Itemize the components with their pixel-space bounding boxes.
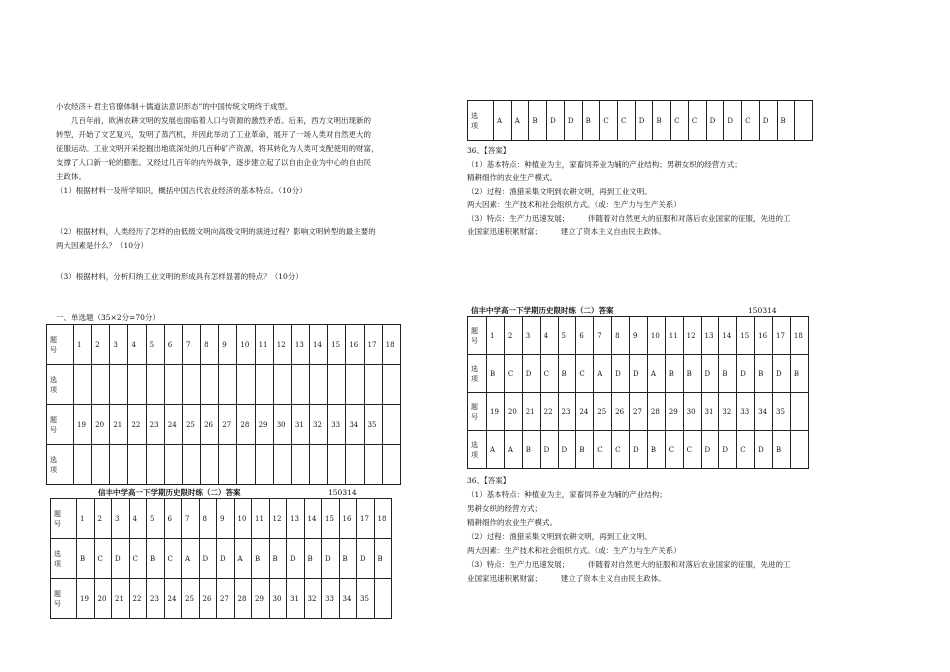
table-cell <box>790 393 808 431</box>
table-cell: B <box>576 431 594 469</box>
passage-line: 几百年前，欧洲农耕文明的发展也面临着人口与资源的激烈矛盾。后来，西方文明出现新的 <box>56 116 371 125</box>
table-cell: 8 <box>201 325 219 365</box>
table-cell: B <box>77 539 95 579</box>
table-cell: 4 <box>129 499 147 539</box>
table-cell <box>382 445 400 485</box>
table-cell: 10 <box>237 325 255 365</box>
question-1: （1）根据材料一及所学知识，概括中国古代农业经济的基本特点。（10分） <box>56 186 307 195</box>
table-cell: 35 <box>357 579 375 619</box>
table-cell <box>219 445 237 485</box>
table-cell: C <box>618 101 636 141</box>
table-cell: D <box>547 101 565 141</box>
table-cell: 18 <box>382 325 400 365</box>
table-cell: 27 <box>630 393 648 431</box>
row-label: 题 号 <box>47 325 74 365</box>
table-cell: 7 <box>182 499 200 539</box>
table-cell <box>364 365 382 405</box>
table-cell: 17 <box>357 499 375 539</box>
table-cell: C <box>742 101 760 141</box>
table-cell: 32 <box>304 579 322 619</box>
answer-line: 两大因素：生产技术和社会组织方式。（或：生产力与生产关系） <box>467 200 681 209</box>
table-cell: B <box>647 431 665 469</box>
table-cell <box>346 365 364 405</box>
table-cell: D <box>199 539 217 579</box>
table-cell: D <box>706 101 724 141</box>
table-cell: B <box>339 539 357 579</box>
table-cell: B <box>269 539 287 579</box>
table-cell: 11 <box>665 317 683 355</box>
table-cell <box>237 445 255 485</box>
table-cell: 20 <box>504 393 522 431</box>
table-cell: 17 <box>364 325 382 365</box>
table-cell: 22 <box>129 579 147 619</box>
table-cell <box>164 445 182 485</box>
table-cell: 16 <box>346 325 364 365</box>
table-cell <box>164 365 182 405</box>
table-row <box>51 539 392 579</box>
table-cell: 16 <box>339 499 357 539</box>
table-cell: 5 <box>146 325 164 365</box>
table-cell <box>74 365 92 405</box>
table-cell: 1 <box>77 499 95 539</box>
row-label: 选 项 <box>47 445 74 485</box>
table-cell: 15 <box>322 499 340 539</box>
table-cell: A <box>504 431 522 469</box>
table-cell: 29 <box>665 393 683 431</box>
table-cell <box>237 365 255 405</box>
table-cell: D <box>522 355 540 393</box>
row-label: 题 号 <box>51 579 77 619</box>
table-cell <box>92 365 110 405</box>
table-cell: 2 <box>504 317 522 355</box>
table-cell: D <box>558 431 576 469</box>
row-label: 选 项 <box>468 355 487 393</box>
table-cell: 1 <box>74 325 92 365</box>
table-cell: 19 <box>77 579 95 619</box>
answer-line: 36、【答案】 <box>467 146 511 155</box>
table-cell: B <box>529 101 547 141</box>
table-cell: C <box>594 431 612 469</box>
table-cell: C <box>612 431 630 469</box>
table-cell: B <box>374 539 392 579</box>
table-cell: 30 <box>269 579 287 619</box>
table-cell <box>291 365 309 405</box>
table-cell: 17 <box>773 317 791 355</box>
table-cell: 4 <box>540 317 558 355</box>
table-cell: 9 <box>219 325 237 365</box>
table-cell: 34 <box>755 393 773 431</box>
answer-line: （2）过程：渔猎采集文明到农耕文明，再到工业文明。 <box>467 187 652 196</box>
table-cell: B <box>719 355 737 393</box>
table-row <box>468 393 809 431</box>
table-cell: D <box>217 539 235 579</box>
table-cell: A <box>182 539 200 579</box>
table-cell: A <box>487 431 505 469</box>
row-label: 题 号 <box>47 405 74 445</box>
table-cell: D <box>287 539 305 579</box>
table-cell: D <box>564 101 582 141</box>
table-row <box>468 431 809 469</box>
answer-code: 150314 <box>748 306 777 315</box>
table-cell: 3 <box>522 317 540 355</box>
answer-line: 两大因素：生产技术和社会组织方式。（或：生产力与生产关系） <box>467 546 681 555</box>
table-cell: 24 <box>576 393 594 431</box>
table-row <box>468 317 809 355</box>
answer-line: （3）特点：生产力迅速发展； 伴随着对自然更大的征服和对落后农业国家的征服，先进的工 <box>467 214 791 223</box>
table-cell: 14 <box>719 317 737 355</box>
table-cell: 34 <box>346 405 364 445</box>
table-cell: D <box>112 539 130 579</box>
table-cell: 21 <box>522 393 540 431</box>
table-cell <box>346 445 364 485</box>
row-label: 题 号 <box>468 317 487 355</box>
answer-line: （2）过程：渔猎采集文明到农耕文明，再到工业文明。 <box>467 532 652 541</box>
table-cell: B <box>683 355 701 393</box>
table-cell: 13 <box>287 499 305 539</box>
table-cell: C <box>540 355 558 393</box>
table-cell: C <box>164 539 182 579</box>
table-cell: 14 <box>310 325 328 365</box>
table-cell: 35 <box>773 393 791 431</box>
table-cell <box>310 365 328 405</box>
table-cell <box>255 365 273 405</box>
table-cell: A <box>647 355 665 393</box>
table-cell: 35 <box>364 405 382 445</box>
table-cell: 34 <box>339 579 357 619</box>
table-cell: 22 <box>128 405 146 445</box>
table-cell: 33 <box>328 405 346 445</box>
table-cell: C <box>737 431 755 469</box>
table-cell: 20 <box>92 405 110 445</box>
table-row <box>47 405 401 445</box>
table-cell: D <box>630 355 648 393</box>
answer-line: 业国家迅速积累财富； 建立了资本主义自由民主政体。 <box>467 227 666 236</box>
table-cell: 4 <box>128 325 146 365</box>
table-cell: 18 <box>374 499 392 539</box>
table-cell: 12 <box>683 317 701 355</box>
table-cell: 23 <box>147 579 165 619</box>
answer-key-table <box>467 316 809 469</box>
table-cell: B <box>777 101 795 141</box>
table-cell: 3 <box>112 499 130 539</box>
table-cell: 30 <box>273 405 291 445</box>
table-cell: 32 <box>719 393 737 431</box>
table-cell: 25 <box>182 579 200 619</box>
table-cell <box>374 579 392 619</box>
table-cell: 12 <box>273 325 291 365</box>
table-cell: 15 <box>328 325 346 365</box>
table-cell: 2 <box>94 499 112 539</box>
answer-line: （1）基本特点：种植业为主，家畜饲养业为辅的产业结构；男耕女织的经营方式； <box>467 160 742 169</box>
answer-sheet-table <box>46 324 401 485</box>
table-cell: 26 <box>201 405 219 445</box>
table-cell: 20 <box>94 579 112 619</box>
table-cell: 16 <box>755 317 773 355</box>
table-cell: 33 <box>737 393 755 431</box>
table-cell: D <box>357 539 375 579</box>
passage-line: 征服运动。工业文明开采挖掘出地底深处的几百种矿产资源，将其转化为人类可支配使用的财富， <box>56 144 379 153</box>
table-cell: B <box>558 355 576 393</box>
table-cell <box>364 445 382 485</box>
passage-line: 转型，开始了文艺复兴，发明了蒸汽机，并因此举动了工业革命，展开了一场人类对自然更大的 <box>56 130 371 139</box>
passage-line: 小农经济＋君主官僚体制＋儒道法意识形态”的中国传统文明终于成型。 <box>56 102 293 111</box>
table-cell <box>273 365 291 405</box>
table-cell <box>328 445 346 485</box>
table-cell <box>146 445 164 485</box>
table-cell: 19 <box>487 393 505 431</box>
table-cell: C <box>576 355 594 393</box>
table-cell: 13 <box>701 317 719 355</box>
table-cell <box>795 101 813 141</box>
table-cell: 28 <box>647 393 665 431</box>
answer-line: 业国家迅速积累财富； 建立了资本主义自由民主政体。 <box>467 574 666 583</box>
table-cell <box>201 445 219 485</box>
answer-key-table <box>50 498 392 619</box>
table-cell: 8 <box>199 499 217 539</box>
table-cell: D <box>701 355 719 393</box>
table-cell <box>182 445 200 485</box>
table-cell: A <box>234 539 252 579</box>
table-cell: 28 <box>237 405 255 445</box>
table-cell: A <box>494 101 512 141</box>
table-cell: 31 <box>287 579 305 619</box>
row-label: 选 项 <box>468 431 487 469</box>
table-cell: 2 <box>92 325 110 365</box>
table-cell <box>201 365 219 405</box>
table-cell: 11 <box>252 499 270 539</box>
row-label: 选 项 <box>51 539 77 579</box>
table-cell: C <box>600 101 618 141</box>
table-cell: 11 <box>255 325 273 365</box>
table-cell: B <box>304 539 322 579</box>
passage-line: 主政体。 <box>56 172 86 181</box>
table-cell: 26 <box>612 393 630 431</box>
table-cell: 32 <box>310 405 328 445</box>
table-cell: C <box>688 101 706 141</box>
question-2-line: 两大因素是什么？（10分） <box>56 241 149 250</box>
table-cell: B <box>665 355 683 393</box>
table-cell: B <box>487 355 505 393</box>
table-cell: C <box>671 101 689 141</box>
table-cell <box>74 445 92 485</box>
table-cell: 9 <box>630 317 648 355</box>
table-cell: 27 <box>217 579 235 619</box>
table-cell: 27 <box>219 405 237 445</box>
table-cell: 22 <box>540 393 558 431</box>
table-cell: 21 <box>110 405 128 445</box>
table-cell: D <box>540 431 558 469</box>
table-cell: D <box>773 355 791 393</box>
table-cell: D <box>719 431 737 469</box>
table-cell <box>219 365 237 405</box>
table-cell: C <box>683 431 701 469</box>
answer-title: 信丰中学高一下学期历史限时练（二）答案 <box>471 306 614 315</box>
table-cell: 6 <box>164 499 182 539</box>
table-cell: 7 <box>594 317 612 355</box>
table-cell: C <box>504 355 522 393</box>
table-cell: D <box>724 101 742 141</box>
table-cell <box>382 365 400 405</box>
table-cell: 30 <box>683 393 701 431</box>
answer-line: 36、【答案】 <box>467 476 511 485</box>
passage-line: 支撑了人口新一轮的膨胀。又经过几百年的内外战争，逐步建立起了以自由企业为中心的自由民 <box>56 158 371 167</box>
row-label: 题 号 <box>468 393 487 431</box>
table-cell: D <box>759 101 777 141</box>
question-2-line: （2）根据材料，人类经历了怎样的由低级文明向高级文明的演进过程？影响文明转型的最主要的 <box>56 227 376 236</box>
table-cell: 28 <box>234 579 252 619</box>
answer-key-table-top <box>467 100 813 141</box>
answer-title: 信丰中学高一下学期历史限时练（二）答案 <box>98 488 241 497</box>
table-cell <box>110 445 128 485</box>
table-cell: A <box>511 101 529 141</box>
table-cell: C <box>665 431 683 469</box>
table-cell: 33 <box>322 579 340 619</box>
table-cell: 31 <box>701 393 719 431</box>
table-cell <box>128 365 146 405</box>
table-cell <box>790 431 808 469</box>
table-cell <box>92 445 110 485</box>
table-cell: C <box>129 539 147 579</box>
table-row <box>51 579 392 619</box>
table-cell: 13 <box>291 325 309 365</box>
table-cell: D <box>612 355 630 393</box>
table-cell: D <box>635 101 653 141</box>
question-3: （3）根据材料，分析归纳工业文明的形成具有怎样显著的特点？（10分） <box>56 272 303 281</box>
table-cell <box>128 445 146 485</box>
table-cell: C <box>94 539 112 579</box>
table-cell: B <box>755 355 773 393</box>
table-cell: 14 <box>304 499 322 539</box>
table-cell: 6 <box>164 325 182 365</box>
table-cell: 19 <box>74 405 92 445</box>
table-cell: D <box>701 431 719 469</box>
section-title: 一、单选题（35×2分=70分） <box>56 313 160 322</box>
table-cell: B <box>582 101 600 141</box>
table-cell: 18 <box>790 317 808 355</box>
table-cell: 10 <box>647 317 665 355</box>
table-cell: 15 <box>737 317 755 355</box>
row-label: 题 号 <box>51 499 77 539</box>
answer-line: 精耕细作的农业生产模式。 <box>467 518 557 527</box>
table-row <box>47 325 401 365</box>
table-cell: D <box>322 539 340 579</box>
table-cell: 29 <box>255 405 273 445</box>
table-cell: 24 <box>164 579 182 619</box>
row-label: 选 项 <box>47 365 74 405</box>
table-cell <box>255 445 273 485</box>
table-cell: D <box>630 431 648 469</box>
table-cell: 9 <box>217 499 235 539</box>
table-cell: 23 <box>146 405 164 445</box>
table-cell: 12 <box>269 499 287 539</box>
answer-line: （1）基本特点：种植业为主，家畜饲养业为辅的产业结构； <box>467 490 667 499</box>
table-cell: 1 <box>487 317 505 355</box>
table-cell <box>310 445 328 485</box>
table-cell: 29 <box>252 579 270 619</box>
table-cell: 5 <box>147 499 165 539</box>
table-cell: 10 <box>234 499 252 539</box>
table-cell: 26 <box>199 579 217 619</box>
table-row <box>51 499 392 539</box>
table-cell: B <box>522 431 540 469</box>
table-cell: 3 <box>110 325 128 365</box>
answer-line: 男耕女织的经营方式； <box>467 504 542 513</box>
table-cell: B <box>790 355 808 393</box>
row-label: 选 项 <box>468 101 494 141</box>
table-cell <box>382 405 400 445</box>
table-cell: B <box>147 539 165 579</box>
table-cell: B <box>653 101 671 141</box>
table-cell <box>182 365 200 405</box>
table-cell: 24 <box>164 405 182 445</box>
table-cell: A <box>594 355 612 393</box>
table-cell: B <box>252 539 270 579</box>
table-row <box>47 365 401 405</box>
table-row <box>468 101 813 141</box>
table-cell: D <box>755 431 773 469</box>
table-cell: 25 <box>594 393 612 431</box>
table-cell <box>146 365 164 405</box>
table-cell: D <box>737 355 755 393</box>
table-cell: 21 <box>112 579 130 619</box>
table-cell: 7 <box>182 325 200 365</box>
answer-code: 150314 <box>328 488 357 497</box>
table-row <box>47 445 401 485</box>
answer-line: 精耕细作的农业生产模式。 <box>467 173 557 182</box>
table-cell: 6 <box>576 317 594 355</box>
table-cell: 25 <box>182 405 200 445</box>
table-cell <box>273 445 291 485</box>
table-cell: 23 <box>558 393 576 431</box>
answer-line: （3）特点：生产力迅速发展； 伴随着对自然更大的征服和对落后农业国家的征服，先进的工 <box>467 560 791 569</box>
table-cell: 8 <box>612 317 630 355</box>
table-cell <box>328 365 346 405</box>
table-row <box>468 355 809 393</box>
table-cell <box>291 445 309 485</box>
table-cell <box>110 365 128 405</box>
table-cell: 31 <box>291 405 309 445</box>
table-cell: B <box>773 431 791 469</box>
table-cell: 5 <box>558 317 576 355</box>
